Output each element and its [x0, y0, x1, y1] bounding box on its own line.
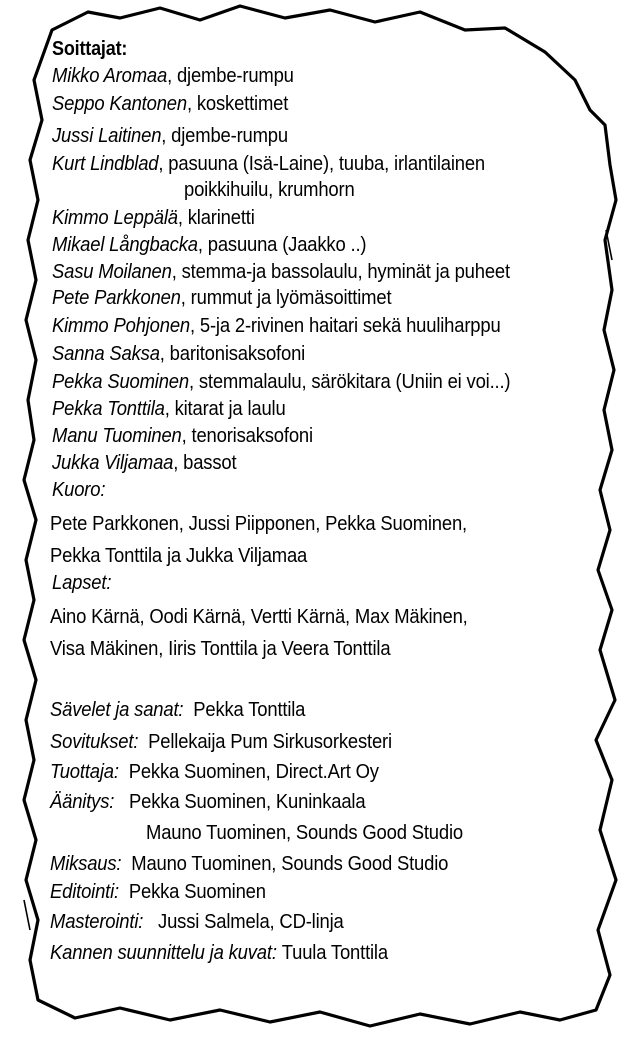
musician-line: [52, 205, 255, 231]
musician-name: Sanna Saksa: [52, 342, 160, 365]
credit-label: Miksaus:: [50, 852, 122, 875]
musician-name: Kimmo Pohjonen: [52, 314, 190, 337]
credit-value: Jussi Salmela, CD-linja: [158, 910, 344, 933]
musician-line: [52, 91, 288, 117]
musician-line: [52, 450, 236, 476]
credit-value: Pellekaija Pum Sirkusorkesteri: [148, 730, 392, 753]
musician-line: [52, 423, 313, 449]
musician-line: [52, 285, 391, 311]
credit-label: Sävelet ja sanat:: [50, 698, 184, 721]
credit-value: Mauno Tuominen, Sounds Good Studio: [146, 821, 463, 844]
musician-name: Pekka Suominen: [52, 370, 189, 393]
musician-line-continued: [184, 177, 355, 203]
children-label: Lapset:: [52, 571, 112, 594]
children-line: Visa Mäkinen, Iiris Tonttila ja Veera Tonttila: [50, 637, 391, 660]
credit-line-continued: [146, 820, 463, 846]
children-line: Aino Kärnä, Oodi Kärnä, Vertti Kärnä, Max Mäkinen,: [50, 605, 468, 628]
credit-label: Editointi:: [50, 880, 119, 903]
credit-label: Sovitukset:: [50, 730, 139, 753]
musician-role: , baritonisaksofoni: [159, 342, 306, 365]
credit-label: Tuottaja:: [50, 760, 119, 783]
musician-role: , stemma-ja bassolaulu, hyminät ja puheet: [171, 260, 510, 283]
musician-role: , koskettimet: [186, 92, 289, 115]
musician-line: [52, 313, 501, 339]
musician-name: Mikael Långbacka: [52, 233, 198, 256]
credit-label: Masterointi:: [50, 910, 144, 933]
musician-line: [52, 396, 286, 422]
musician-role: , kitarat ja laulu: [164, 397, 286, 420]
musician-name: Pekka Tonttila: [52, 397, 165, 420]
musician-role: poikkihuilu, krumhorn: [184, 178, 355, 201]
musician-name: Pete Parkkonen: [52, 286, 181, 309]
credit-line: [50, 789, 365, 815]
musician-name: Jukka Viljamaa: [52, 451, 174, 474]
musician-role: , klarinetti: [177, 206, 255, 229]
musician-name: Sasu Moilanen: [52, 260, 172, 283]
credit-line: [50, 909, 344, 935]
credit-line: [50, 940, 388, 966]
credit-line: [50, 729, 392, 755]
credit-value: Tuula Tonttila: [281, 941, 388, 964]
credit-line: [50, 851, 448, 877]
credit-label: Äänitys:: [50, 790, 115, 813]
choir-line: Pekka Tonttila ja Jukka Viljamaa: [50, 544, 308, 567]
musician-name: Kurt Lindblad: [52, 152, 159, 175]
musician-line: [52, 341, 305, 367]
credit-line: [50, 879, 266, 905]
credit-line: [50, 697, 305, 723]
musician-role: , djembe-rumpu: [167, 64, 294, 87]
musician-name: Jussi Laitinen: [52, 124, 162, 147]
credit-line: [50, 759, 379, 785]
musician-name: Seppo Kantonen: [52, 92, 187, 115]
musician-role: , bassot: [173, 451, 237, 474]
musicians-heading: Soittajat:: [52, 38, 128, 60]
musician-role: , stemmalaulu, särökitara (Uniin ei voi...): [188, 370, 511, 393]
credit-value: Pekka Suominen, Direct.Art Oy: [128, 760, 379, 783]
credit-value: Pekka Tonttila: [193, 698, 306, 721]
musician-line: [52, 232, 366, 258]
musician-role: , 5-ja 2-rivinen haitari sekä huuliharppu: [189, 314, 501, 337]
credit-value: Pekka Suominen, Kuninkaala: [129, 790, 366, 813]
musician-role: , tenorisaksofoni: [181, 424, 313, 447]
credit-value: Pekka Suominen: [128, 880, 266, 903]
credit-label: Kannen suunnittelu ja kuvat:: [50, 941, 277, 964]
musician-line: [52, 151, 485, 177]
musician-name: Mikko Aromaa: [52, 64, 168, 87]
musician-role: , pasuuna (Isä-Laine), tuuba, irlantilainen: [158, 152, 486, 175]
musician-line: [52, 123, 288, 149]
musician-role: , rummut ja lyömäsoittimet: [180, 286, 392, 309]
musician-line: [52, 63, 294, 89]
credit-value: Mauno Tuominen, Sounds Good Studio: [131, 852, 449, 875]
choir-line: Pete Parkkonen, Jussi Piipponen, Pekka Suominen,: [50, 512, 467, 535]
musician-name: Manu Tuominen: [52, 424, 182, 447]
musician-role: , djembe-rumpu: [161, 124, 288, 147]
choir-label: Kuoro:: [52, 478, 106, 501]
musician-line: [52, 259, 510, 285]
musician-role: , pasuuna (Jaakko ..): [197, 233, 367, 256]
musician-line: [52, 369, 510, 395]
musician-name: Kimmo Leppälä: [52, 206, 178, 229]
